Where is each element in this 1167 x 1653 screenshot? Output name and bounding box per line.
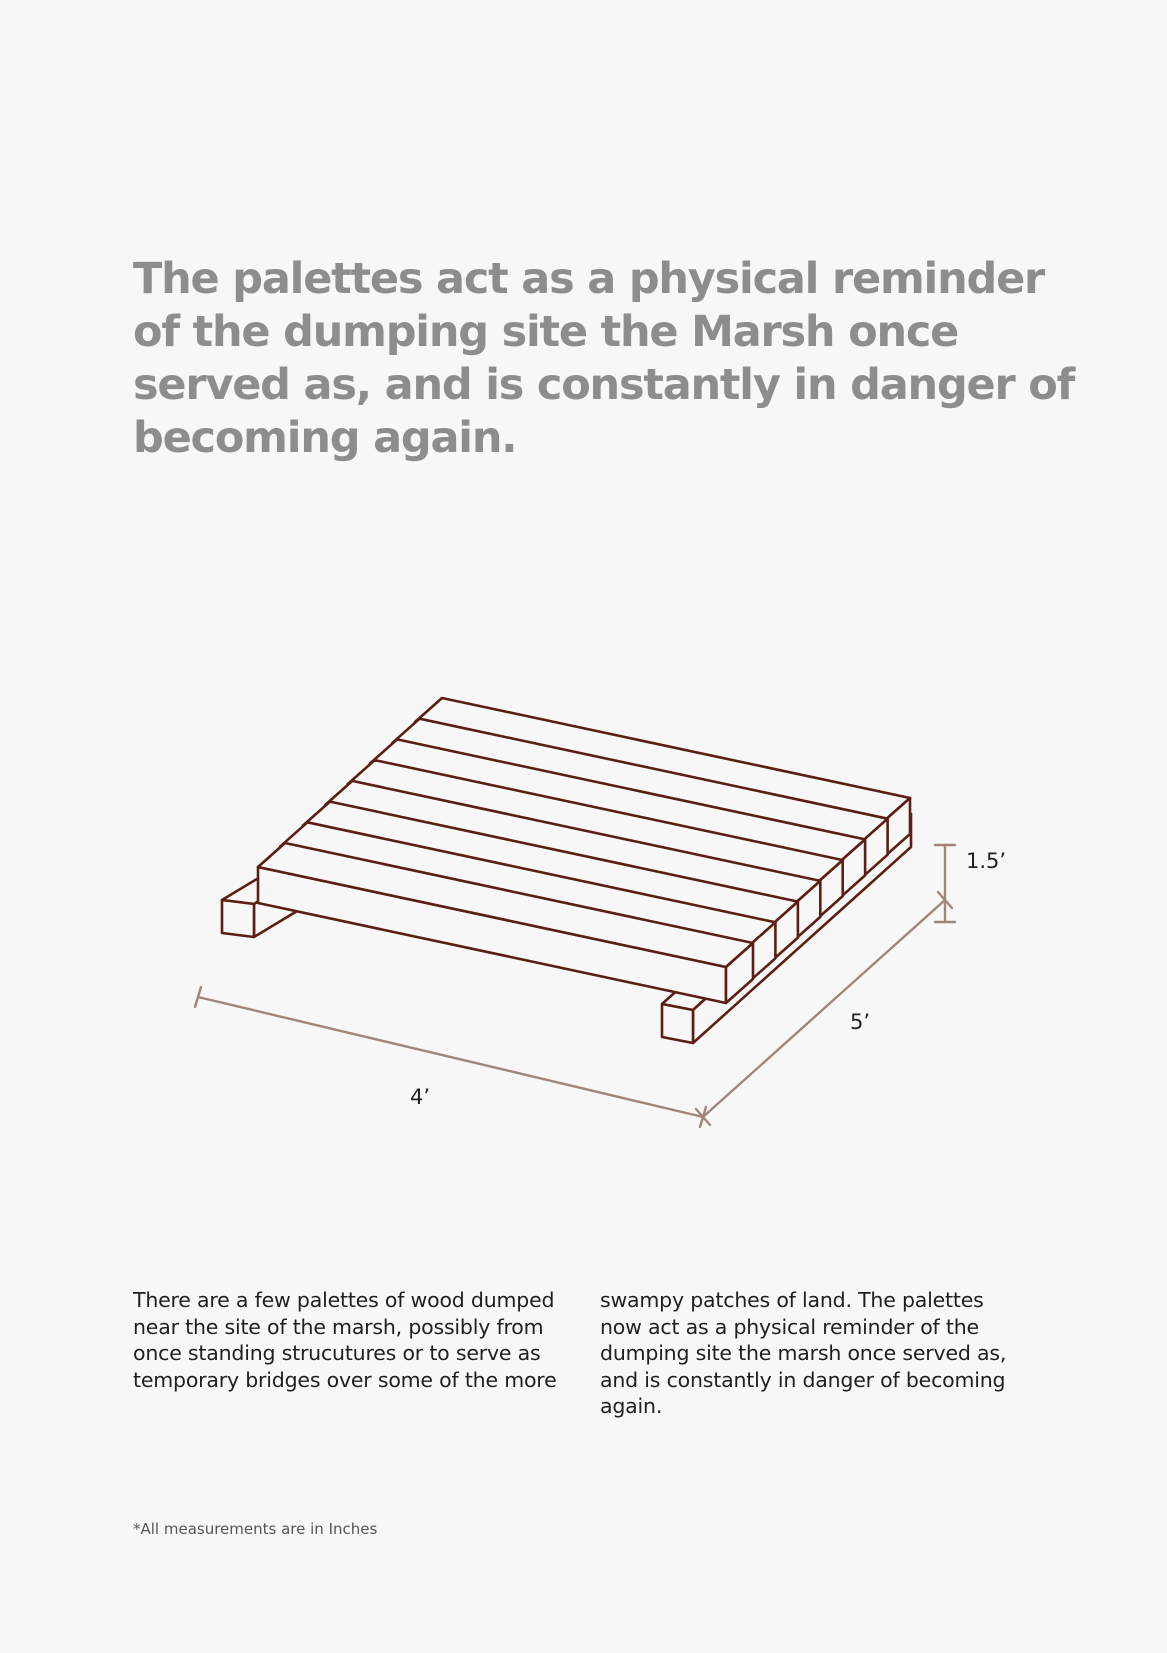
right-runner-front-face [662,1004,693,1043]
left-runner-front-face [222,900,254,937]
body-text-left-column: There are a few palettes of wood dumped near the site of the marsh, possibly from once standing strucutures or to serve as temporary bridges over some of the more [133,1288,557,1392]
width-dimension-line [198,997,703,1117]
footnote: *All measurements are in Inches [133,1520,378,1538]
height-dimension-label: 1.5’ [966,849,1007,873]
body-text-right-column: swampy patches of land. The palettes now act as a physical reminder of the dumping site the marsh once served as, and is constantly in danger of becoming again. [600,1288,1007,1418]
pallet-drawing [222,698,911,1043]
width-dimension-label: 4’ [410,1085,431,1109]
headline: The palettes act as a physical reminder of the dumping site the Marsh once served as, and is constantly in danger of becoming again. [133,254,1075,463]
depth-dimension-label: 5’ [850,1010,871,1034]
